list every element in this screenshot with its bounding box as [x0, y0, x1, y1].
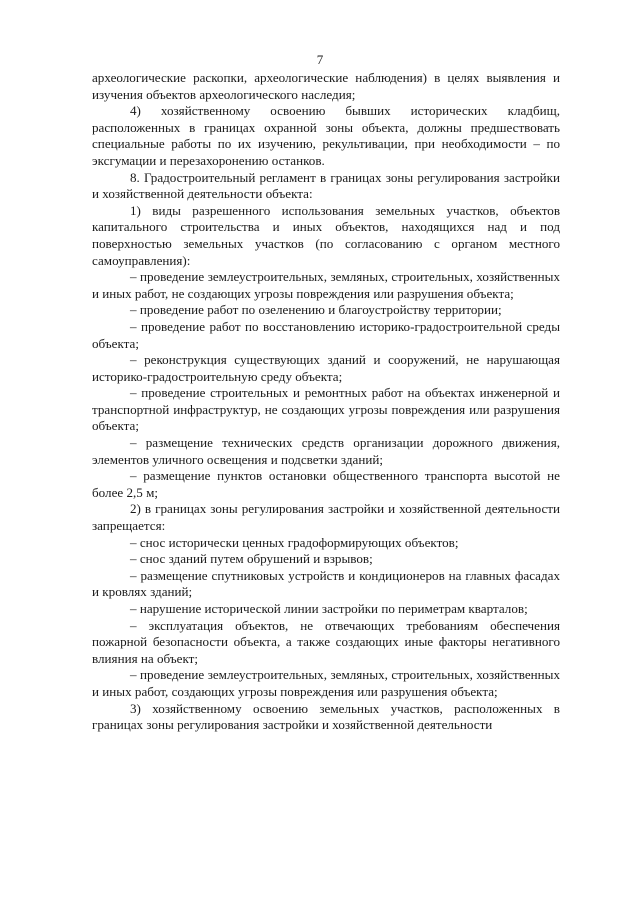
list-item: – проведение строительных и ремонтных работ на объектах инженерной и транспортной инфраструктур, не создающих угрозы повреждения или разрушения объекта;	[92, 385, 560, 434]
list-item: – проведение работ по восстановлению историко-градостроительной среды объекта;	[92, 318, 560, 351]
list-item: – проведение землеустроительных, земляных, строительных, хозяйственных и иных работ, создающих угрозы повреждения или разрушения объекта;	[92, 667, 560, 699]
paragraph: 2) в границах зоны регулирования застройки и хозяйственной деятельности запрещается:	[92, 501, 560, 534]
list-item: – нарушение исторической линии застройки по периметрам кварталов;	[130, 601, 528, 616]
list-item: – проведение работ по озеленению и благоустройству территории;	[130, 302, 502, 318]
list-item: – размещение спутниковых устройств и кондиционеров на главных фасадах и кровлях зданий;	[92, 567, 560, 600]
list-item: – размещение технических средств организации дорожного движения, элементов уличного освещения и подсветки зданий;	[92, 435, 560, 467]
list-item: – эксплуатация объектов, не отвечающих требованиям обеспечения пожарной безопасности объекта, а также создающих иные факторы негативного влияния на объект;	[92, 617, 560, 666]
list-item: – размещение пунктов остановки общественного транспорта высотой не более 2,5 м;	[92, 468, 560, 500]
paragraph: 3) хозяйственному освоению земельных участков, расположенных в границах зоны регулирования застройки и хозяйственной деятельности	[92, 700, 560, 733]
document-body	[92, 70, 560, 734]
paragraph: археологические раскопки, археологические наблюдения) в целях выявления и изучения объектов археологического наследия;	[92, 70, 560, 102]
list-item: – снос исторически ценных градоформирующих объектов;	[130, 534, 459, 550]
section-heading: 8. Градостроительный регламент в границах зоны регулирования застройки и хозяйственной деятельности объекта:	[92, 169, 560, 202]
list-item: – снос зданий путем обрушений и взрывов;	[130, 551, 373, 567]
page-number: 7	[316, 52, 324, 67]
list-item: – реконструкция существующих зданий и сооружений, не нарушающая историко-градостроительную среду объекта;	[92, 352, 560, 384]
paragraph: 1) виды разрешенного использования земельных участков, объектов капитального строительства и иных объектов, находящихся над и под поверхностью земельных участков (по согласованию с органом местного самоуправления):	[92, 202, 560, 268]
paragraph: 4) хозяйственному освоению бывших исторических кладбищ, расположенных в границах охранной зоны объекта, должны предшествовать специальные работы по их изучению, рекультивации, при необходимости – по эксгумации и перезахоронению останков.	[92, 103, 560, 168]
list-item: – проведение землеустроительных, земляных, строительных, хозяйственных и иных работ, не создающих угрозы повреждения или разрушения объекта;	[92, 269, 560, 301]
